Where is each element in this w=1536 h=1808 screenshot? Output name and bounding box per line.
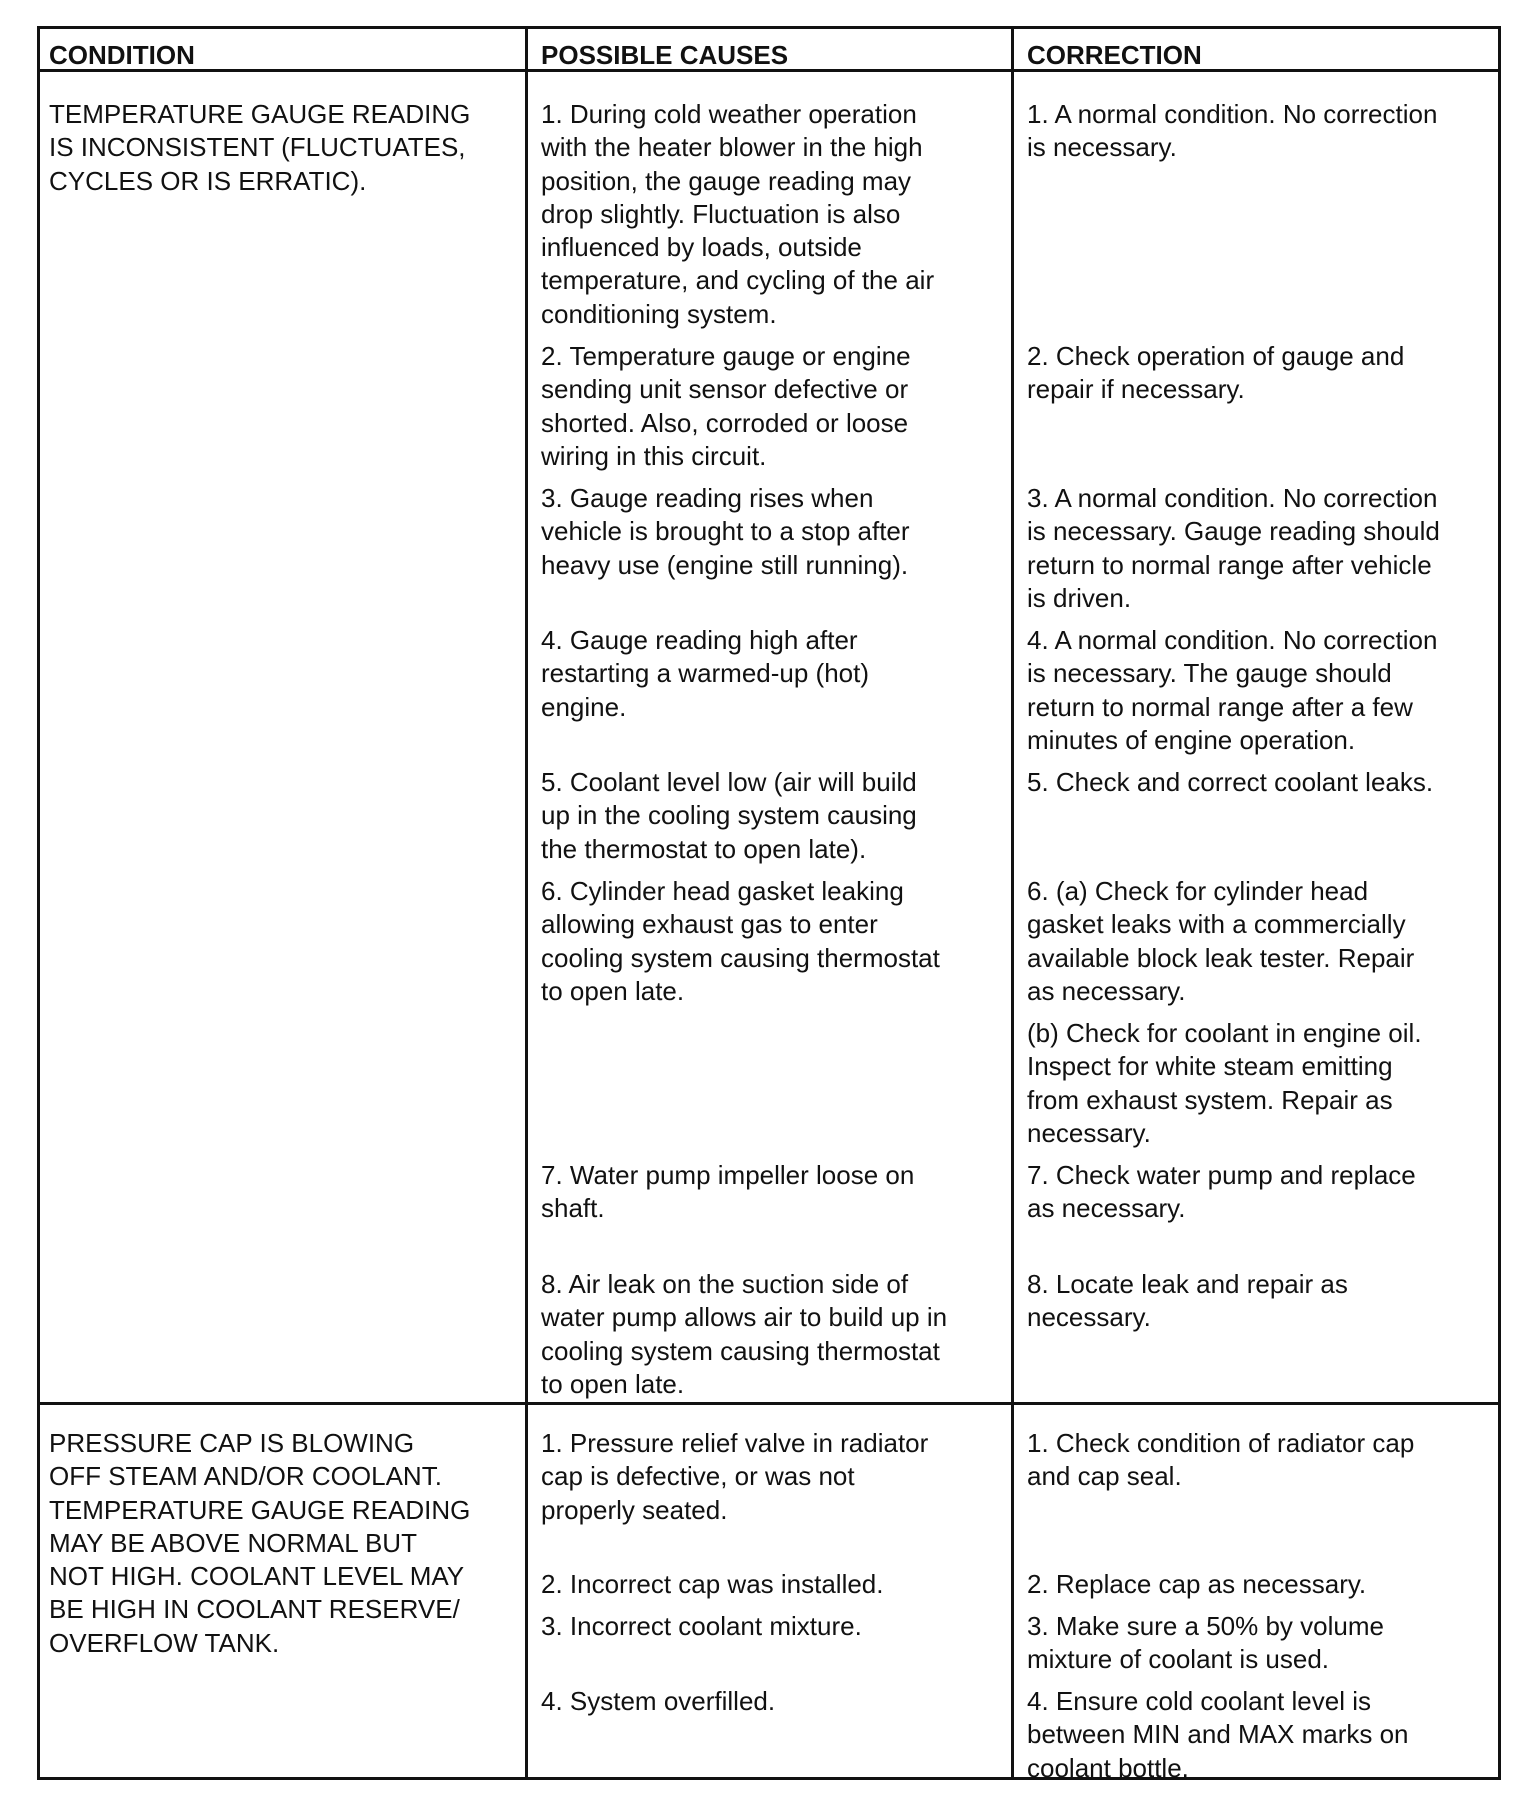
correction-1-3: 3. A normal condition. No correction is necessary. Gauge reading should return to normal range after vehicle is driven. bbox=[1027, 483, 1440, 613]
correction-1-6b: (b) Check for coolant in engine oil. Inspect for white steam emitting from exhaust system. Repair as necessary. bbox=[1027, 1018, 1422, 1148]
cause-1-1: 1. During cold weather operation with the heater blower in the high position, the gauge reading may drop slightly. Fluctuation is also influenced by loads, outside temperature, and cycling of the air conditioning system. bbox=[541, 99, 935, 329]
column-divider-1 bbox=[525, 29, 528, 1777]
column-divider-2 bbox=[1011, 29, 1014, 1777]
correction-2-2: 2. Replace cap as necessary. bbox=[1027, 1569, 1367, 1599]
correction-1-1: 1. A normal condition. No correction is necessary. bbox=[1027, 99, 1438, 163]
correction-1-7: 7. Check water pump and replace as necessary. bbox=[1027, 1160, 1416, 1224]
correction-2-4: 4. Ensure cold coolant level is between MIN and MAX marks on coolant bottle. bbox=[1027, 1686, 1409, 1783]
correction-1-6a: 6. (a) Check for cylinder head gasket leaks with a commercially available block leak tester. Repair as necessary. bbox=[1027, 876, 1415, 1006]
correction-1-4: 4. A normal condition. No correction is necessary. The gauge should return to normal range after a few minutes of engine operation. bbox=[1027, 625, 1438, 755]
header-correction: CORRECTION bbox=[1027, 40, 1202, 70]
cause-1-6: 6. Cylinder head gasket leaking allowing exhaust gas to enter cooling system causing thermostat to open late. bbox=[541, 876, 940, 1006]
cause-2-2: 2. Incorrect cap was installed. bbox=[541, 1569, 884, 1599]
cause-1-7: 7. Water pump impeller loose on shaft. bbox=[541, 1160, 915, 1224]
row-divider bbox=[40, 1402, 1498, 1405]
header-condition: CONDITION bbox=[49, 40, 195, 70]
correction-1-2: 2. Check operation of gauge and repair if necessary. bbox=[1027, 341, 1405, 405]
cause-2-3: 3. Incorrect coolant mixture. bbox=[541, 1611, 862, 1641]
correction-1-5: 5. Check and correct coolant leaks. bbox=[1027, 767, 1434, 797]
cause-1-5: 5. Coolant level low (air will build up in the cooling system causing the thermostat to open late). bbox=[541, 767, 917, 864]
cause-1-4: 4. Gauge reading high after restarting a warmed-up (hot) engine. bbox=[541, 625, 870, 722]
cause-2-4: 4. System overfilled. bbox=[541, 1686, 776, 1716]
cause-1-2: 2. Temperature gauge or engine sending unit sensor defective or shorted. Also, corroded or loose wiring in this circuit. bbox=[541, 341, 911, 471]
condition-temperature-gauge: TEMPERATURE GAUGE READING IS INCONSISTENT (FLUCTUATES, CYCLES OR IS ERRATIC). bbox=[49, 99, 471, 196]
header-possible-causes: POSSIBLE CAUSES bbox=[541, 40, 789, 70]
cause-2-1: 1. Pressure relief valve in radiator cap is defective, or was not properly seated. bbox=[541, 1428, 929, 1525]
cause-1-8: 8. Air leak on the suction side of water pump allows air to build up in cooling system causing thermostat to open late. bbox=[541, 1269, 948, 1399]
correction-2-1: 1. Check condition of radiator cap and cap seal. bbox=[1027, 1428, 1415, 1492]
correction-2-3: 3. Make sure a 50% by volume mixture of coolant is used. bbox=[1027, 1611, 1384, 1675]
condition-pressure-cap: PRESSURE CAP IS BLOWING OFF STEAM AND/OR COOLANT. TEMPERATURE GAUGE READING MAY BE ABOVE NORMAL BUT NOT HIGH. COOLANT LEVEL MAY BE HIGH IN COOLANT RESERVE/ OVERFLOW TANK. bbox=[49, 1428, 471, 1658]
correction-1-8: 8. Locate leak and repair as necessary. bbox=[1027, 1269, 1348, 1333]
troubleshooting-table bbox=[37, 26, 1501, 1783]
cause-1-3: 3. Gauge reading rises when vehicle is brought to a stop after heavy use (engine still running). bbox=[541, 483, 910, 580]
